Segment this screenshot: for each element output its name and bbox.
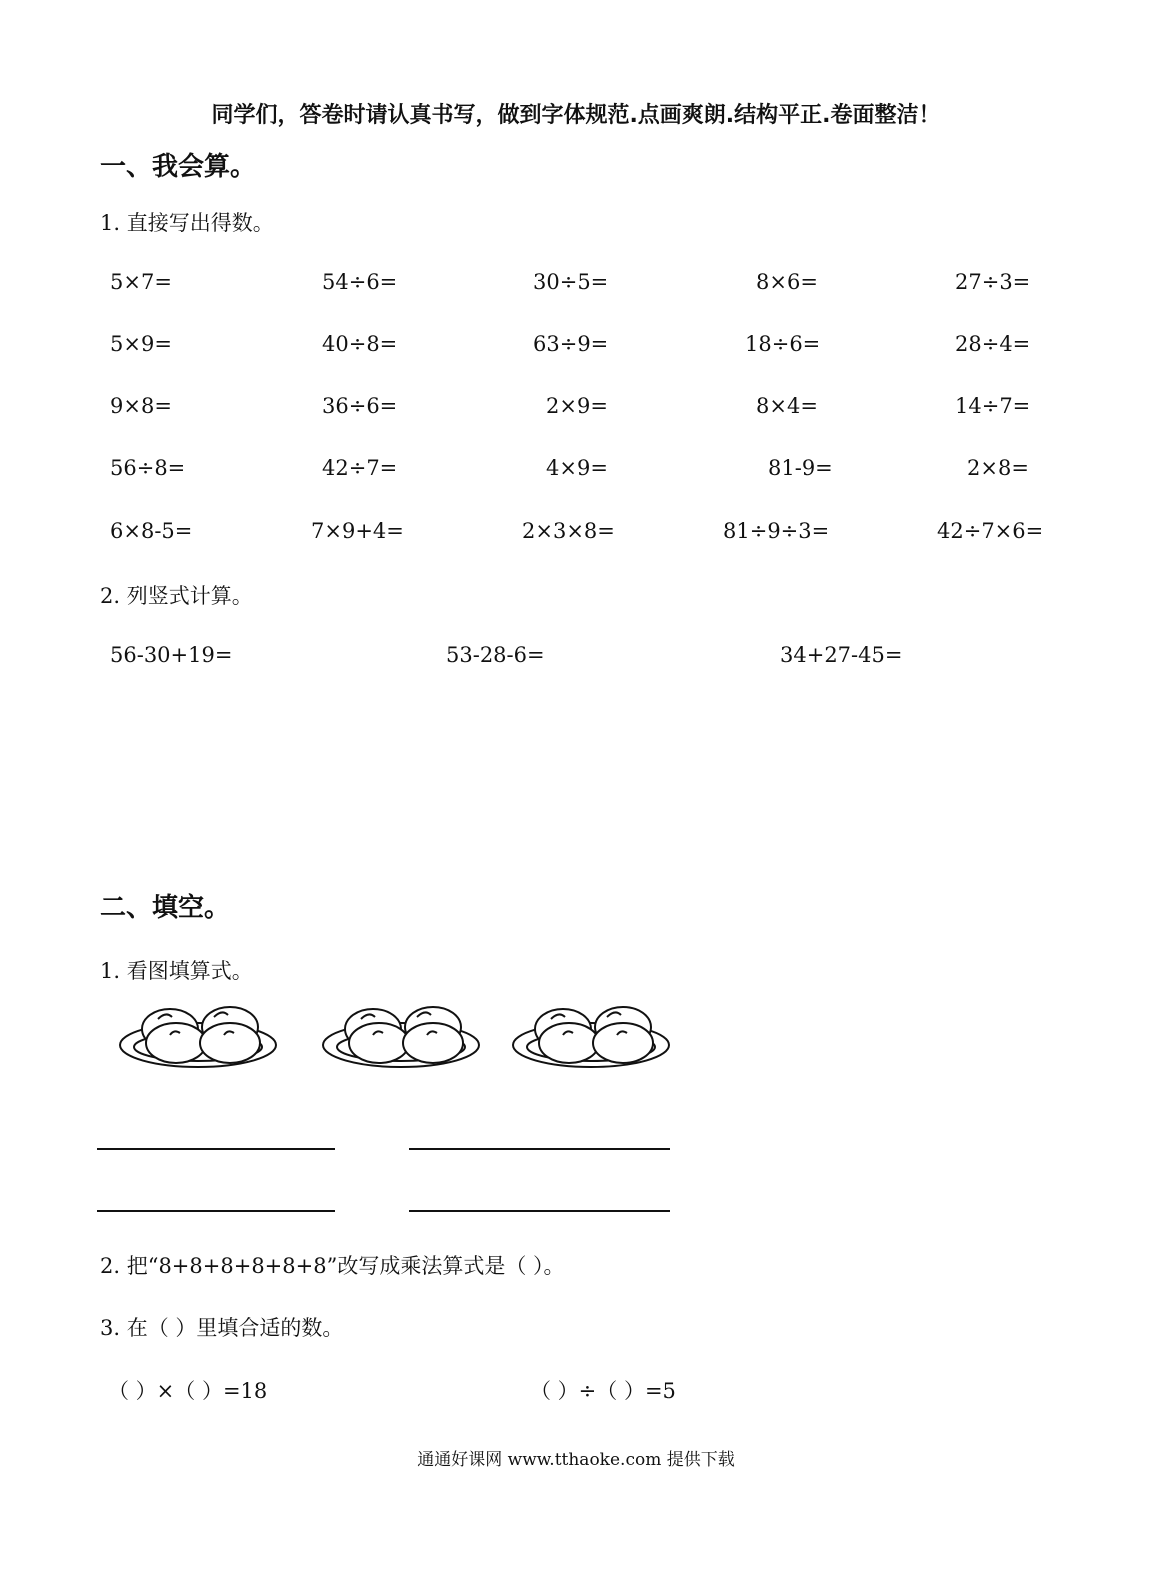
section1-q2-text: 2. 列竖式计算。 bbox=[100, 584, 253, 608]
three-plates-of-buns-icon bbox=[118, 995, 678, 1085]
math-item: 4×9= bbox=[546, 456, 608, 480]
section2-q1-text: 1. 看图填算式。 bbox=[100, 959, 253, 983]
vertical-calc-item: 34+27-45= bbox=[780, 643, 903, 667]
section1-q1-text: 1. 直接写出得数。 bbox=[100, 211, 274, 235]
math-item: 42÷7= bbox=[322, 456, 398, 480]
math-item: 2×3×8= bbox=[522, 519, 615, 543]
section2-q2-text: 2. 把“8+8+8+8+8+8”改写成乘法算式是（ ）。 bbox=[100, 1254, 565, 1278]
math-item: 8×6= bbox=[756, 270, 818, 294]
plate-of-buns-icon bbox=[513, 1007, 669, 1067]
answer-line[interactable] bbox=[409, 1148, 670, 1150]
math-item: 81÷9÷3= bbox=[723, 519, 830, 543]
section2-title: 二、填空。 bbox=[100, 893, 231, 923]
vertical-calc-item: 56-30+19= bbox=[110, 643, 233, 667]
math-item: 2×8= bbox=[967, 456, 1029, 480]
exam-notice: 同学们，答卷时请认真书写，做到字体规范.点画爽朗.结构平正.卷面整洁！ bbox=[211, 103, 941, 128]
math-item: 30÷5= bbox=[533, 270, 609, 294]
math-item: 5×7= bbox=[110, 270, 172, 294]
math-item: 42÷7×6= bbox=[937, 519, 1044, 543]
fill-blank-item[interactable]: （ ）÷（ ）=5 bbox=[530, 1379, 676, 1403]
section1-title: 一、我会算。 bbox=[100, 152, 257, 182]
math-item: 7×9+4= bbox=[311, 519, 404, 543]
plate-of-buns-icon bbox=[120, 1007, 276, 1067]
math-item: 5×9= bbox=[110, 332, 172, 356]
vertical-calc-item: 53-28-6= bbox=[446, 643, 545, 667]
math-item: 28÷4= bbox=[955, 332, 1031, 356]
math-item: 40÷8= bbox=[322, 332, 398, 356]
section2-q3-text: 3. 在（ ）里填合适的数。 bbox=[100, 1316, 344, 1340]
math-item: 63÷9= bbox=[533, 332, 609, 356]
math-item: 8×4= bbox=[756, 394, 818, 418]
math-item: 36÷6= bbox=[322, 394, 398, 418]
math-item: 14÷7= bbox=[955, 394, 1031, 418]
answer-line[interactable] bbox=[409, 1210, 670, 1212]
math-item: 56÷8= bbox=[110, 456, 186, 480]
answer-line[interactable] bbox=[97, 1148, 335, 1150]
math-item: 9×8= bbox=[110, 394, 172, 418]
math-item: 27÷3= bbox=[955, 270, 1031, 294]
math-item: 6×8-5= bbox=[110, 519, 193, 543]
footer-source: 通通好课网 www.tthaoke.com 提供下载 bbox=[417, 1450, 735, 1470]
math-item: 2×9= bbox=[546, 394, 608, 418]
plate-of-buns-icon bbox=[323, 1007, 479, 1067]
math-item: 81-9= bbox=[768, 456, 833, 480]
math-item: 18÷6= bbox=[745, 332, 821, 356]
math-item: 54÷6= bbox=[322, 270, 398, 294]
fill-blank-item[interactable]: （ ）×（ ）=18 bbox=[108, 1379, 268, 1403]
answer-line[interactable] bbox=[97, 1210, 335, 1212]
